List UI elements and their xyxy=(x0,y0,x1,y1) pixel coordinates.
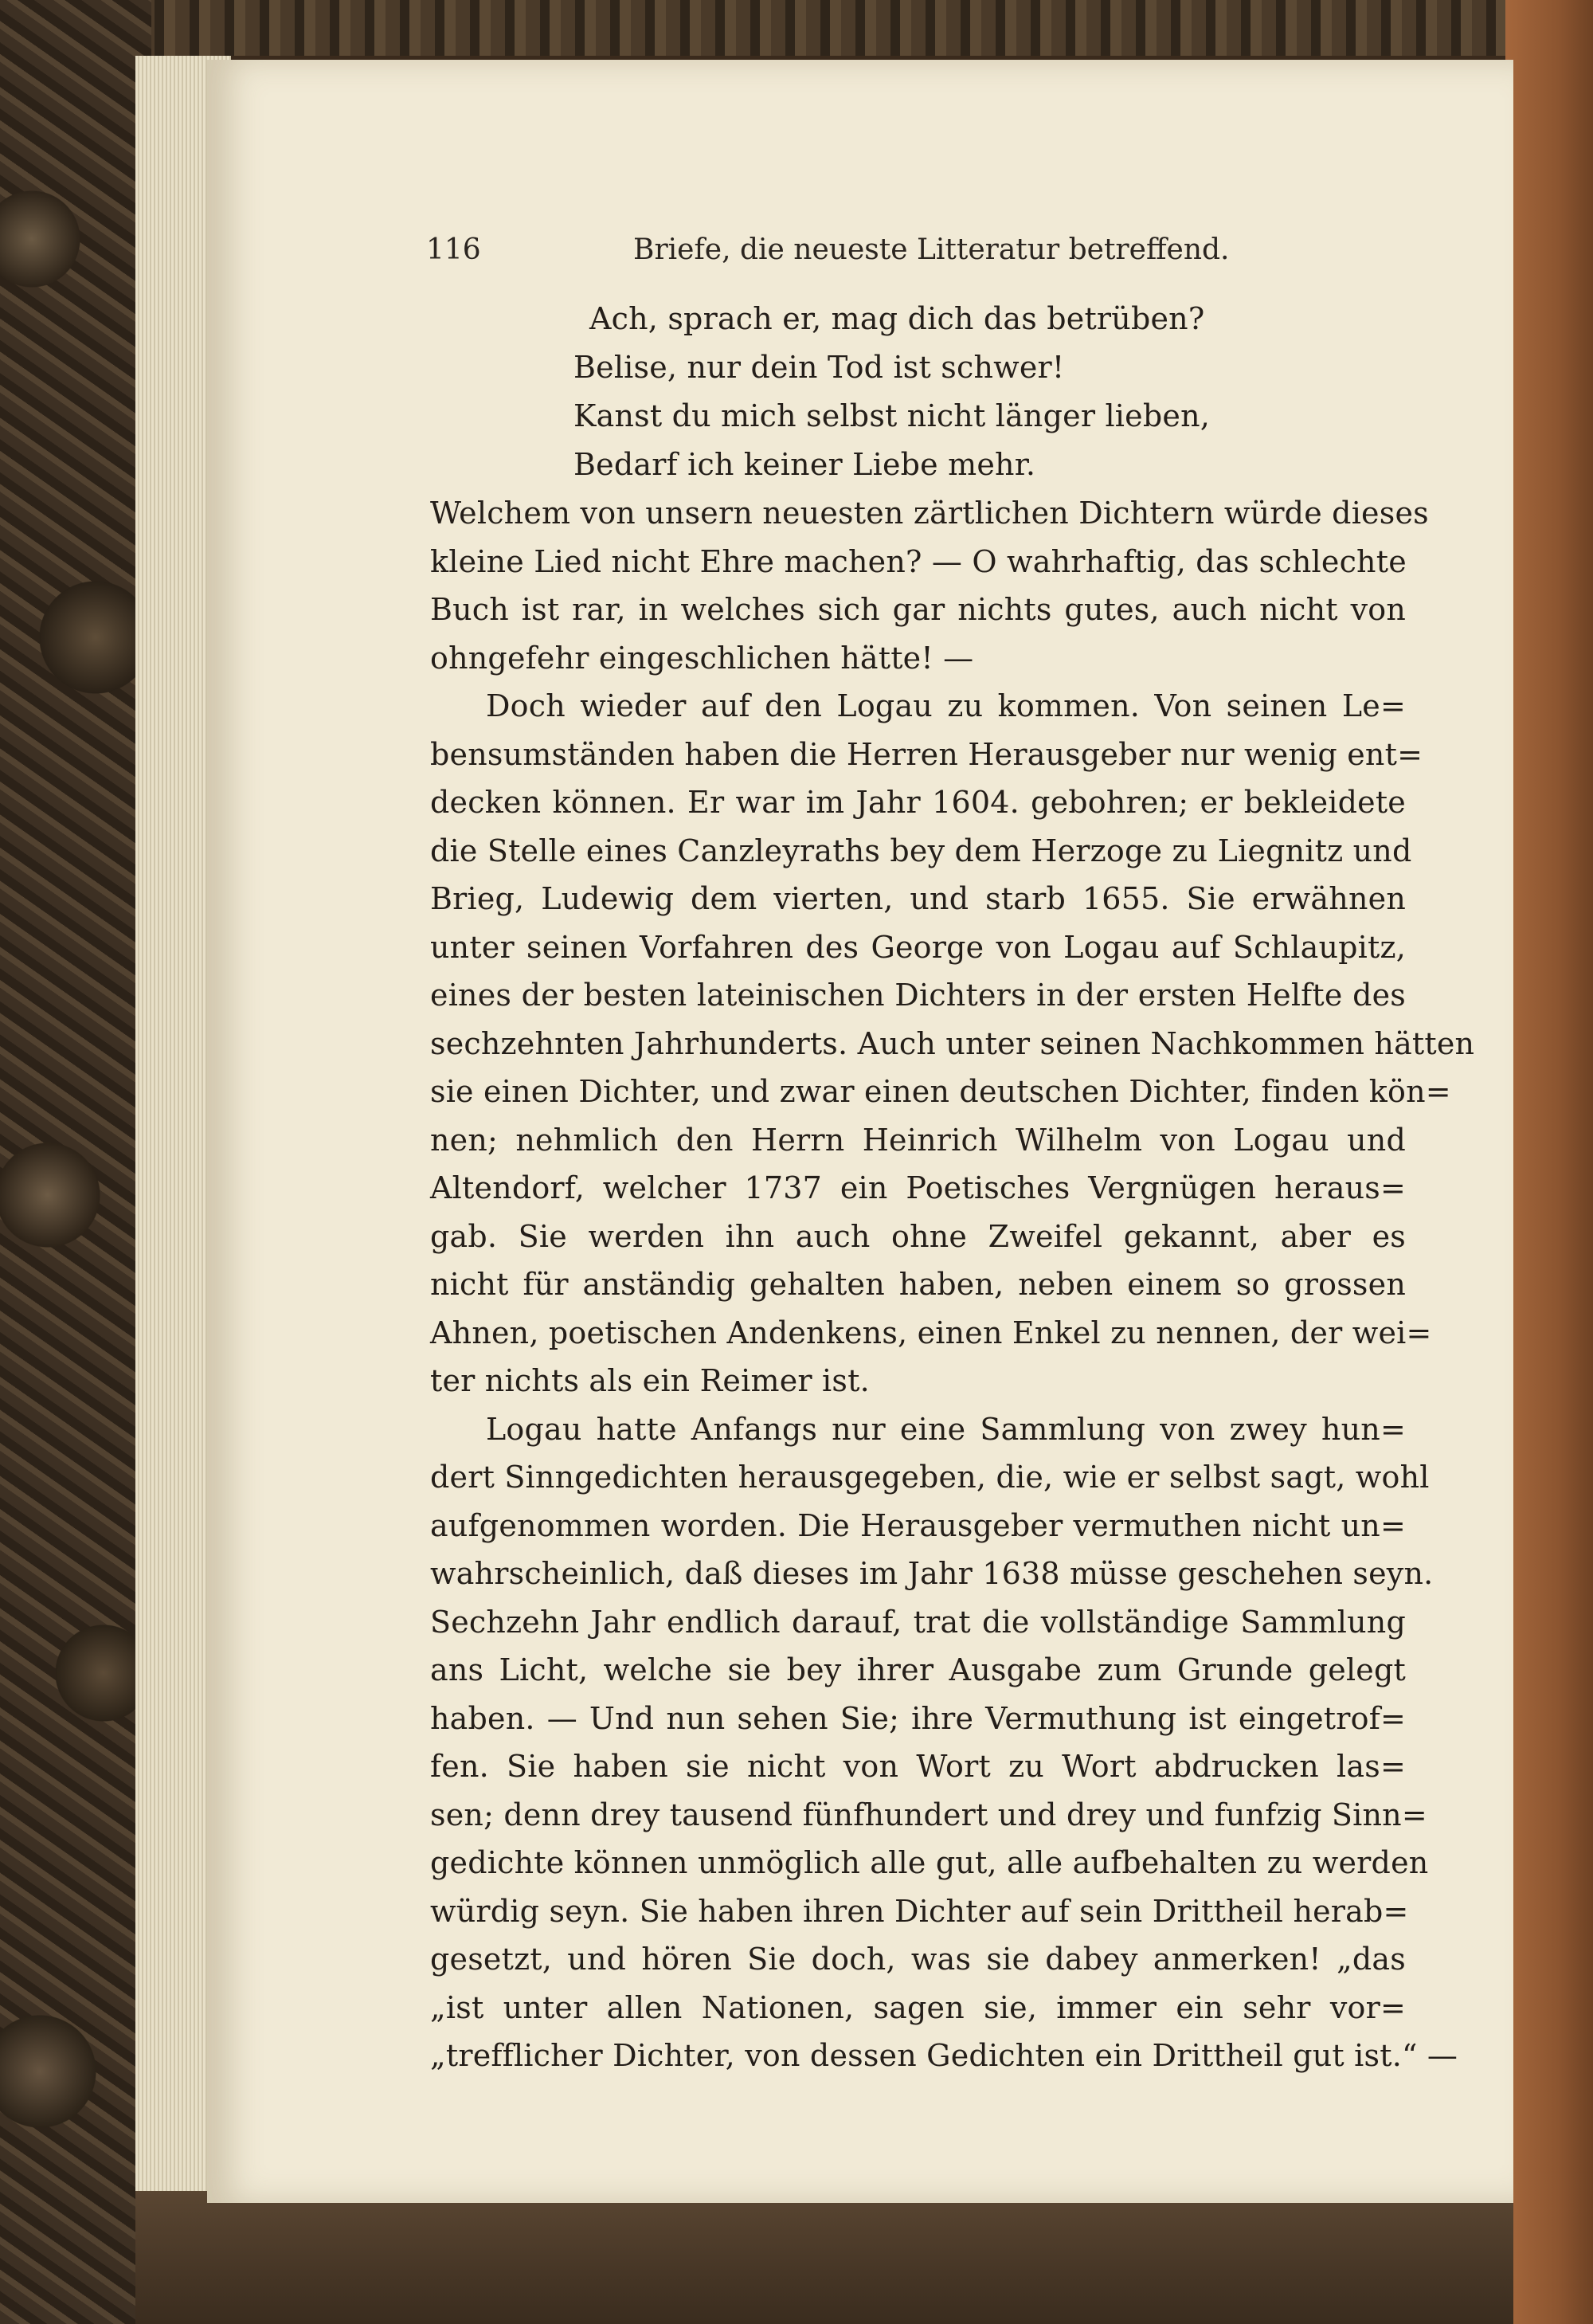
text-line: Brieg, Ludewig dem vierten, und starb 1655. Sie erwähnen xyxy=(430,881,1406,916)
text-line: die Stelle eines Canzleyraths bey dem Herzoge zu Liegnitz und xyxy=(430,833,1412,868)
book-cover-right xyxy=(1505,0,1593,2324)
text-line: dert Sinngedichten herausgegeben, die, wie er selbst sagt, wohl xyxy=(430,1460,1430,1495)
text-line: kleine Lied nicht Ehre machen? — O wahrhaftig, das schlechte xyxy=(430,543,1407,579)
text-line: Altendorf, welcher 1737 ein Poetisches Vergnügen heraus= xyxy=(430,1170,1406,1205)
paragraph xyxy=(430,1405,1458,2080)
text-line: nicht für anständig gehalten haben, neben einem so grossen xyxy=(430,1267,1406,1302)
text-line: nen; nehmlich den Herrn Heinrich Wilhelm von Logau und xyxy=(430,1122,1406,1158)
book-cover-left xyxy=(0,0,151,2324)
book-cover-top xyxy=(0,0,1593,56)
text-line: ter nichts als ein Reimer ist. xyxy=(430,1363,870,1398)
verse-line: Ach, sprach er, mag dich das betrüben? xyxy=(589,301,1205,336)
text-line: sen; denn drey tausend fünfhundert und drey und funfzig Sinn= xyxy=(430,1797,1427,1832)
text-line: unter seinen Vorfahren des George von Logau auf Schlaupitz, xyxy=(430,929,1406,965)
paragraph xyxy=(430,489,1429,682)
text-line: „ist unter allen Nationen, sagen sie, immer ein sehr vor= xyxy=(430,1989,1406,2025)
text-line: aufgenommen worden. Die Herausgeber vermuthen nicht un= xyxy=(430,1507,1406,1543)
text-line: Doch wieder auf den Logau zu kommen. Von seinen Le= xyxy=(486,688,1406,723)
text-line: ans Licht, welche sie bey ihrer Ausgabe zum Grunde gelegt xyxy=(430,1652,1406,1687)
text-line: eines der besten lateinischen Dichters in der ersten Helfte des xyxy=(430,978,1406,1013)
text-line: bensumständen haben die Herren Herausgeber nur wenig ent= xyxy=(430,736,1423,772)
text-line: wahrscheinlich, daß dieses im Jahr 1638 müsse geschehen seyn. xyxy=(430,1556,1434,1591)
text-line: fen. Sie haben sie nicht von Wort zu Wort abdrucken las= xyxy=(430,1749,1406,1784)
running-head xyxy=(426,233,1230,273)
text-line: Ahnen, poetischen Andenkens, einen Enkel zu nennen, der wei= xyxy=(430,1315,1432,1350)
paragraph xyxy=(430,682,1475,1405)
text-line: haben. — Und nun sehen Sie; ihre Vermuthung ist eingetrof= xyxy=(430,1700,1406,1736)
verse-block xyxy=(430,295,1406,489)
text-line: gab. Sie werden ihn auch ohne Zweifel gekannt, aber es xyxy=(430,1218,1406,1254)
text-line: würdig seyn. Sie haben ihren Dichter auf sein Drittheil herab= xyxy=(430,1893,1409,1929)
text-line: sie einen Dichter, und zwar einen deutschen Dichter, finden kön= xyxy=(430,1074,1451,1109)
text-line: Sechzehn Jahr endlich darauf, trat die vollständige Sammlung xyxy=(430,1604,1406,1640)
text-line: Welchem von unsern neuesten zärtlichen Dichtern würde dieses xyxy=(430,496,1429,531)
text-line: „trefflicher Dichter, von dessen Gedichten ein Drittheil gut ist.“ — xyxy=(430,2038,1458,2073)
text-line: Logau hatte Anfangs nur eine Sammlung von zwey hun= xyxy=(486,1411,1406,1447)
book-bottom-edge xyxy=(135,2191,1513,2324)
text-line: Buch ist rar, in welches sich gar nichts gutes, auch nicht von xyxy=(430,592,1406,627)
text-line: decken können. Er war im Jahr 1604. gebohren; er bekleidete xyxy=(430,785,1406,820)
verse-line: Kanst du mich selbst nicht länger lieben, xyxy=(573,398,1211,433)
running-title: Briefe, die neueste Litteratur betreffend. xyxy=(633,233,1230,266)
text-line: gedichte können unmöglich alle gut, alle aufbehalten zu werden xyxy=(430,1845,1429,1880)
text-line: gesetzt, und hören Sie doch, was sie dabey anmerken! „das xyxy=(430,1942,1406,1977)
verse-line: Belise, nur dein Tod ist schwer! xyxy=(573,350,1065,385)
text-line: ohngefehr eingeschlichen hätte! — xyxy=(430,640,974,676)
page-number: 116 xyxy=(426,233,481,266)
verse-line: Bedarf ich keiner Liebe mehr. xyxy=(573,447,1036,482)
text-line: sechzehnten Jahrhunderts. Auch unter seinen Nachkommen hätten xyxy=(430,1025,1475,1061)
body-text xyxy=(430,295,1475,2080)
